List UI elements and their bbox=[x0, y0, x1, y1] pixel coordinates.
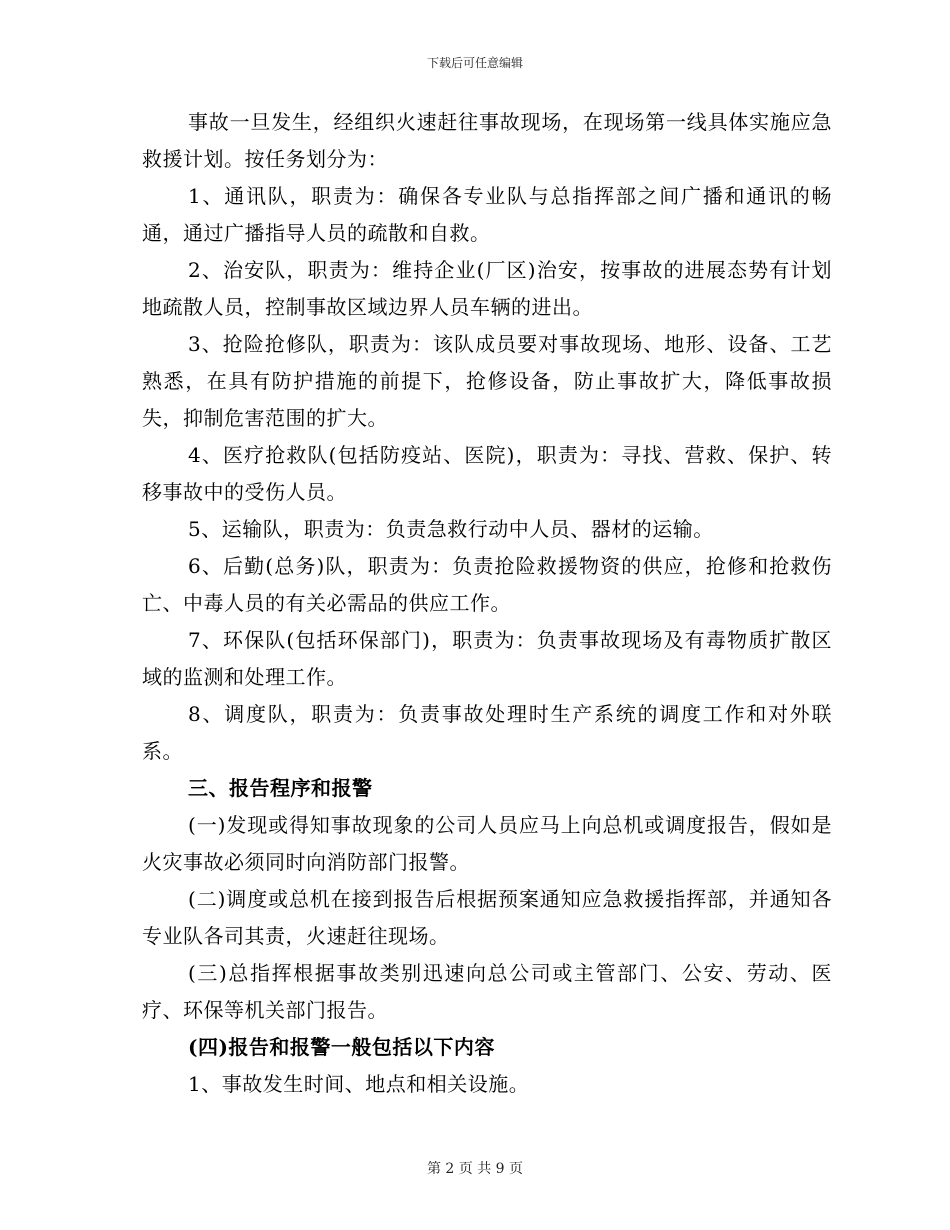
paragraph: 5、运输队，职责为：负责急救行动中人员、器材的运输。 bbox=[188, 517, 714, 541]
paragraph: (三)总指挥根据事故类别迅速向总公司或主管部门、公安、劳动、医疗、环保等机关部门报告。 bbox=[142, 961, 832, 1022]
paragraph: 2、治安队，职责为：维持企业(厂区)治安，按事故的进展态势有计划地疏散人员，控制事故区域边界人员车辆的进出。 bbox=[142, 258, 832, 319]
paragraph: 4、医疗抢救队(包括防疫站、医院)，职责为：寻找、营救、保护、转移事故中的受伤人员。 bbox=[142, 443, 832, 504]
paragraph: 6、后勤(总务)队，职责为：负责抢险救援物资的供应，抢修和抢救伤亡、中毒人员的有关必需品的供应工作。 bbox=[142, 554, 832, 615]
paragraph: 1、事故发生时间、地点和相关设施。 bbox=[188, 1072, 530, 1096]
section-heading: 三、报告程序和报警 bbox=[188, 776, 373, 800]
paragraph: (一)发现或得知事故现象的公司人员应马上向总机或调度报告，假如是火灾事故必须同时向消防部门报警。 bbox=[142, 813, 832, 874]
paragraph: 3、抢险抢修队，职责为：该队成员要对事故现场、地形、设备、工艺熟悉，在具有防护措施的前提下，抢修设备，防止事故扩大，降低事故损失，抑制危害范围的扩大。 bbox=[142, 332, 832, 430]
paragraph: 事故一旦发生，经组织火速赶往事故现场，在现场第一线具体实施应急救援计划。按任务划分为： bbox=[142, 110, 832, 171]
document-body bbox=[142, 104, 832, 1103]
page-number: 第 2 页 共 9 页 bbox=[426, 1161, 524, 1177]
paragraph: 8、调度队，职责为：负责事故处理时生产系统的调度工作和对外联系。 bbox=[142, 702, 832, 763]
paragraph: 7、环保队(包括环保部门)，职责为：负责事故现场及有毒物质扩散区域的监测和处理工作。 bbox=[142, 628, 832, 689]
paragraph: (二)调度或总机在接到报告后根据预案通知应急救援指挥部，并通知各专业队各司其责，火速赶往现场。 bbox=[142, 887, 832, 948]
page-header: 下载后可任意编辑 bbox=[426, 56, 523, 70]
paragraph: 1、通讯队，职责为：确保各专业队与总指挥部之间广播和通讯的畅通，通过广播指导人员的疏散和自救。 bbox=[142, 184, 832, 245]
subsection-heading: (四)报告和报警一般包括以下内容 bbox=[188, 1035, 495, 1059]
